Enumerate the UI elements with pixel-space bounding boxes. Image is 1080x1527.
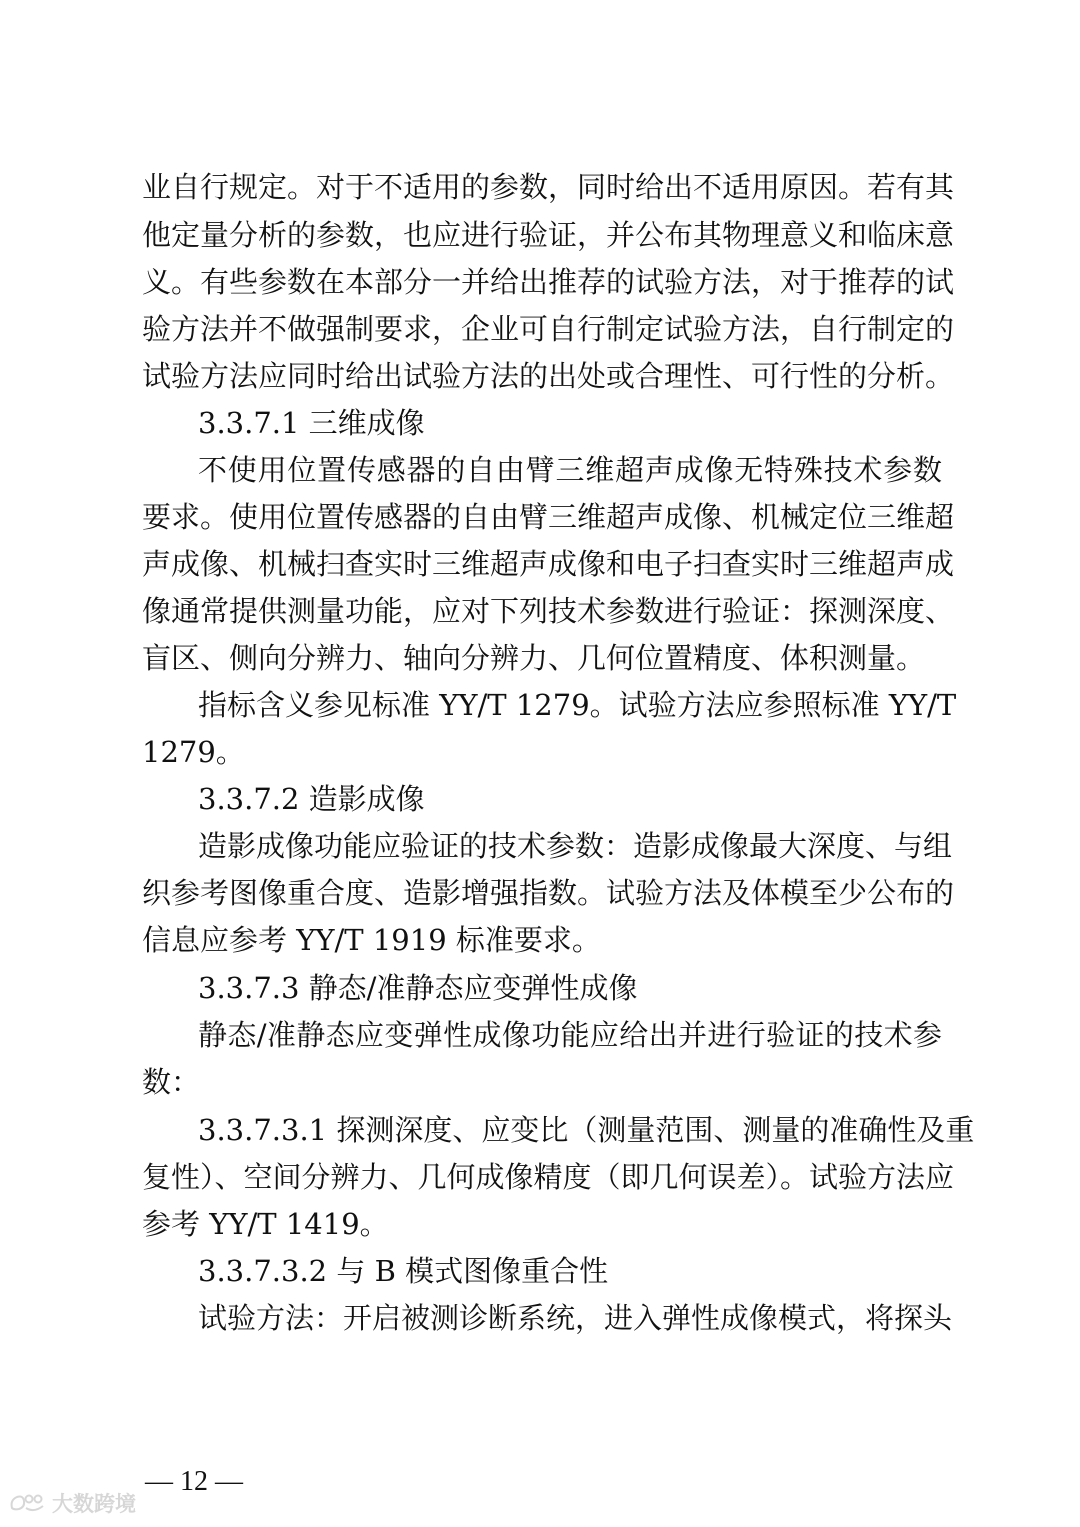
section-heading: 3.3.7.3 静态/准静态应变弹性成像 [198, 971, 638, 1005]
body-text-line: 复性）、空间分辨力、几何成像精度（即几何误差）。试验方法应 [142, 1160, 955, 1194]
section-heading: 3.3.7.3.2 与 B 模式图像重合性 [198, 1254, 609, 1288]
body-text-line: 声成像、机械扫查实时三维超声成像和电子扫查实时三维超声成 [142, 547, 955, 581]
body-text-line: 1279。 [142, 735, 245, 769]
body-text-line: 数： [142, 1065, 201, 1099]
body-text-line: 义。有些参数在本部分一并给出推荐的试验方法，对于推荐的试 [142, 265, 955, 299]
body-text-line: 信息应参考 YY/T 1919 标准要求。 [142, 923, 601, 957]
body-text-line: 指标含义参见标准 YY/T 1279。试验方法应参照标准 YY/T [198, 688, 957, 722]
body-text-line: 参考 YY/T 1419。 [142, 1207, 389, 1241]
page-number: — 12 — [145, 1466, 243, 1497]
body-text-line: 织参考图像重合度、造影增强指数。试验方法及体模至少公布的 [142, 876, 955, 910]
body-text-line: 他定量分析的参数，也应进行验证，并公布其物理意义和临床意 [142, 218, 955, 252]
section-heading: 3.3.7.1 三维成像 [198, 406, 425, 440]
body-text-line: 试验方法应同时给出试验方法的出处或合理性、可行性的分析。 [142, 359, 955, 393]
body-text-line: 试验方法：开启被测诊断系统，进入弹性成像模式，将探头 [198, 1301, 953, 1335]
section-heading: 3.3.7.2 造影成像 [198, 782, 425, 816]
body-text-line: 造影成像功能应验证的技术参数：造影成像最大深度、与组 [198, 829, 953, 863]
body-text-line: 像通常提供测量功能，应对下列技术参数进行验证：探测深度、 [142, 594, 955, 628]
watermark-text: 大数跨境 [52, 1492, 136, 1516]
body-text-line: 3.3.7.3.1 探测深度、应变比（测量范围、测量的准确性及重 [198, 1113, 975, 1147]
watermark-logo-icon [8, 1490, 48, 1516]
watermark [8, 1488, 136, 1518]
body-text-line: 不使用位置传感器的自由臂三维超声成像无特殊技术参数 [198, 453, 942, 487]
body-text-line: 要求。使用位置传感器的自由臂三维超声成像、机械定位三维超 [142, 500, 955, 534]
body-text-line: 静态/准静态应变弹性成像功能应给出并进行验证的技术参 [198, 1018, 942, 1052]
body-text-line: 业自行规定。对于不适用的参数，同时给出不适用原因。若有其 [142, 170, 955, 204]
body-text-line: 验方法并不做强制要求，企业可自行制定试验方法，自行制定的 [142, 312, 955, 346]
body-text-line: 盲区、侧向分辨力、轴向分辨力、几何位置精度、体积测量。 [142, 641, 926, 675]
